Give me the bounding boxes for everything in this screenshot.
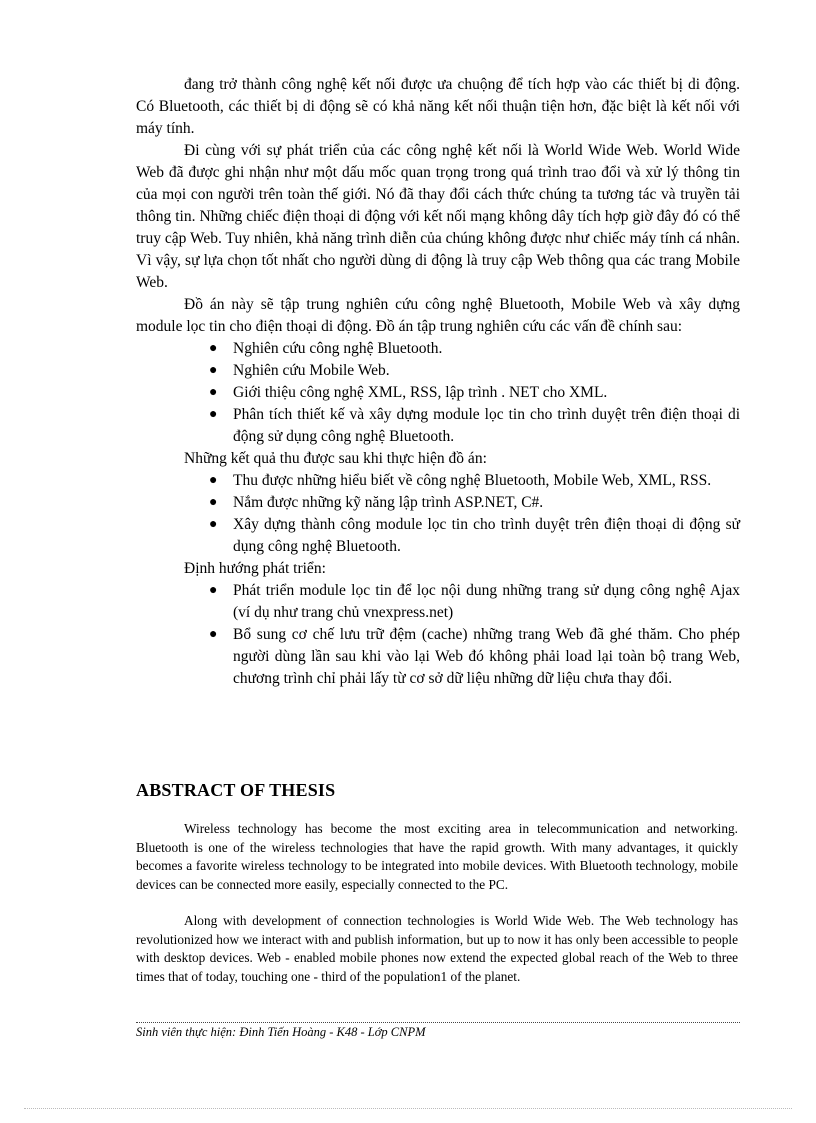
paragraph-world-wide-web: Đi cùng với sự phát triển của các công nghệ kết nối là World Wide Web. World Wide Web đã được ghi nhận như một dấu mốc quan trọng trong quá trình trao đổi và xử lý thông tin của mọi con người trên toàn thế giới. Nó đã thay đổi cách thức chúng ta tương tác và truyền tải thông tin. Những chiếc điện thoại di động với kết nối mạng không dây tích hợp giờ đây đó có thể truy cập Web. Tuy nhiên, khả năng trình diễn của chúng không được như chiếc máy tính cá nhân. Vì vậy, sự lựa chọn tốt nhất cho người dùng di động là truy cập Web thông qua các trang Mobile Web. (136, 142, 740, 291)
list-item: ● Thu được những hiểu biết về công nghệ Bluetooth, Mobile Web, XML, RSS. (233, 470, 740, 492)
results-list (136, 470, 740, 558)
bullet-icon: ● (209, 363, 218, 378)
page-bottom-edge (24, 1108, 792, 1109)
list-item: ● Phân tích thiết kế và xây dựng module lọc tin cho trình duyệt trên điện thoại di động sử dụng công nghệ Bluetooth. (209, 406, 740, 445)
paragraph-thesis-focus: Đồ án này sẽ tập trung nghiên cứu công nghệ Bluetooth, Mobile Web và xây dựng module lọc tin cho điện thoại di động. Đồ án tập trung nghiên cứu các vấn đề chính sau: (136, 296, 740, 335)
research-topics-list (136, 338, 740, 448)
footer-divider (136, 1022, 740, 1023)
list-item: ● Xây dựng thành công module lọc tin cho trình duyệt trên điện thoại di động sử dụng công nghệ Bluetooth. (209, 516, 740, 555)
bullet-icon: ● (209, 341, 218, 356)
bullet-icon: ● (209, 385, 218, 400)
abstract-paragraph: Wireless technology has become the most exciting area in telecommunication and networking. Bluetooth is one of the wireless technologies that have the rapid growth. With many advantages, it quickly becomes a favorite wireless technology to be integrated into mobile devices. With Bluetooth technology, mobile devices can be connected more easily, especially connected to the PC. (136, 821, 738, 892)
bullet-icon: ● (209, 583, 218, 598)
list-item: ● Nắm được những kỹ năng lập trình ASP.NET, C#. (233, 492, 740, 514)
results-intro: Những kết quả thu được sau khi thực hiện đồ án: (184, 450, 487, 467)
bullet-icon: ● (209, 627, 218, 642)
abstract-body (136, 820, 738, 1004)
abstract-heading: ABSTRACT OF THESIS (136, 780, 336, 800)
vietnamese-section (136, 74, 740, 690)
bullet-icon: ● (209, 473, 218, 488)
development-list (136, 580, 740, 690)
list-item: ● Giới thiệu công nghệ XML, RSS, lập trình . NET cho XML. (233, 382, 740, 404)
abstract-paragraph: Along with development of connection technologies is World Wide Web. The Web technology has revolutionized how we interact with and publish information, but up to now it has only been accessible to people with desktop devices. Web - enabled mobile phones now extend the expected global reach of the Web to three times that of today, touching one - third of the population1 of the planet. (136, 913, 738, 984)
list-item: ● Bổ sung cơ chế lưu trữ đệm (cache) những trang Web đã ghé thăm. Cho phép người dùng lần sau khi vào lại Web đó không phải load lại toàn bộ trang Web, chương trình chỉ phải lấy từ cơ sở dữ liệu những dữ liệu chưa thay đổi. (209, 626, 740, 687)
bullet-icon: ● (209, 517, 218, 532)
list-item: ● Nghiên cứu công nghệ Bluetooth. (233, 338, 740, 360)
development-direction-intro: Định hướng phát triển: (184, 560, 326, 577)
footer-author: Sinh viên thực hiện: Đinh Tiến Hoàng - K48 - Lớp CNPM (136, 1025, 426, 1039)
list-item: ● Phát triển module lọc tin để lọc nội dung những trang sử dụng công nghệ Ajax (ví dụ như trang chủ vnexpress.net) (209, 582, 740, 621)
bullet-icon: ● (209, 495, 218, 510)
paragraph-bluetooth-intro: đang trở thành công nghệ kết nối được ưa chuộng để tích hợp vào các thiết bị di động. Có Bluetooth, các thiết bị di động sẽ có khả năng kết nối thuận tiện hơn, đặc biệt là kết nối với máy tính. (136, 76, 740, 137)
bullet-icon: ● (209, 407, 218, 422)
list-item: ● Nghiên cứu Mobile Web. (233, 360, 740, 382)
